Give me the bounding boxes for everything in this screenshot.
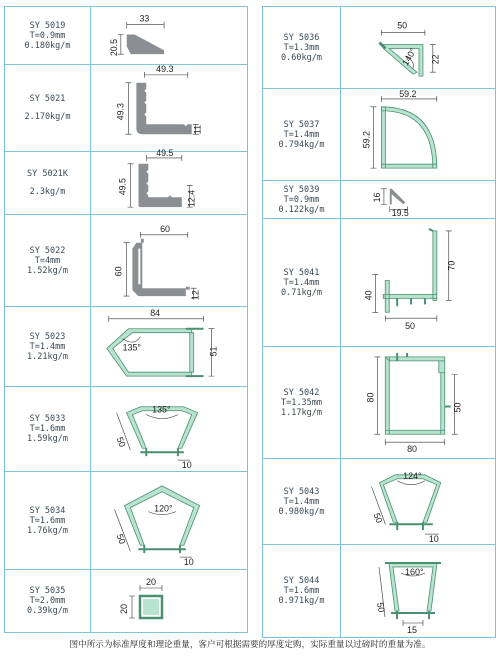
left-column: [4, 6, 248, 633]
dimension-label: 12: [190, 290, 201, 301]
profile-spec: [5, 570, 91, 632]
profile-figure: [341, 219, 495, 346]
profile-figure: [91, 387, 247, 471]
profile-row-sy5034: [5, 472, 247, 570]
dimension-label: 135°: [122, 342, 141, 353]
profile-section: [127, 35, 164, 55]
profile-code: SY 5043: [283, 486, 320, 497]
profile-section: [379, 475, 440, 522]
dimension-label: 20: [146, 577, 157, 587]
profile-spec: [5, 472, 91, 569]
dimension-label: 50: [375, 601, 387, 614]
profile-spec: [263, 459, 341, 544]
dimension-label: 50: [114, 532, 128, 546]
dimension-label: 20: [119, 603, 129, 614]
profile-spec: [5, 215, 91, 306]
profile-figure: [91, 65, 247, 151]
profile-section: [138, 164, 181, 207]
dimension-label: 11: [192, 124, 203, 135]
dimension-label: 10: [181, 460, 192, 471]
profile-code: SY 5022: [29, 245, 66, 256]
profile-spec: [5, 152, 91, 214]
profile-code: SY 5044: [283, 576, 320, 586]
profile-spec-line: 1.59kg/m: [27, 434, 68, 444]
profile-code: SY 5023: [29, 331, 66, 342]
dimension-label: 50: [452, 402, 463, 413]
profile-section: [385, 357, 444, 434]
profile-spec-line: T=1.4mm: [283, 277, 320, 288]
profile-row-sy5035: [5, 570, 247, 632]
dimension-label: 50: [397, 20, 408, 31]
profile-spec: [5, 307, 91, 386]
dimension-label: 70: [446, 260, 457, 271]
profile-spec-line: T=2.0mm: [29, 596, 66, 606]
dimension-label: 50: [405, 321, 416, 332]
footer-note: 图中所示为标准厚度和理论重量，客户可根据需要的厚度定购，实际重量以过磅时的重量为准。: [69, 640, 431, 650]
profile-spec-line: 1.17kg/m: [281, 407, 322, 418]
profile-spec-line: 0.794kg/m: [278, 139, 325, 150]
dimension-label: 50: [371, 511, 385, 525]
dimension-label: 51: [208, 346, 219, 357]
profile-spec-line: 2.3kg/m: [29, 187, 66, 197]
profile-code: SY 5036: [283, 32, 320, 43]
profile-spec-line: T=1.6mm: [29, 515, 66, 526]
dimension-label: 19.5: [391, 208, 409, 219]
profile-spec-line: 0.971kg/m: [278, 596, 325, 606]
dimension-label: 40: [363, 290, 374, 301]
profile-row-sy5041: [263, 219, 495, 347]
profile-section: [136, 83, 191, 134]
profile-section: [124, 486, 199, 545]
dimension-label: 120°: [154, 503, 173, 514]
profile-code: SY 5019: [29, 20, 66, 31]
profile-row-sy5042: [263, 347, 495, 459]
profile-code: SY 5039: [283, 184, 320, 195]
profile-spec-line: 0.122kg/m: [278, 204, 325, 215]
dimension-label: 33: [139, 13, 150, 24]
dimension-label: 59.2: [361, 131, 372, 149]
profile-section: [132, 243, 185, 296]
profile-figure: [341, 89, 495, 180]
dimension-label: 80: [365, 392, 376, 403]
dimension-label: 15: [407, 625, 418, 635]
profile-figure: [91, 570, 247, 632]
profile-row-sy5039: [263, 181, 495, 219]
dimension-label: 12.4: [186, 189, 197, 208]
profile-spec: [263, 7, 341, 88]
profile-row-sy5022: [5, 215, 247, 307]
profile-spec: [5, 65, 91, 151]
profile-spec-line: T=1.6mm: [29, 424, 66, 434]
dimension-label: 160°: [405, 567, 424, 577]
profile-spec: [263, 181, 341, 218]
profile-figure: [341, 7, 495, 88]
dimension-label: 84: [150, 307, 161, 318]
dimension-label: 50: [114, 435, 128, 449]
profile-figure: [341, 545, 495, 637]
dimension-label: 10: [183, 557, 194, 568]
profile-code: SY 5035: [29, 586, 66, 596]
profile-spec-line: T=1.35mm: [281, 397, 322, 408]
dimension-label: 49.3: [115, 103, 126, 121]
profile-figure: [91, 147, 247, 214]
profile-spec-line: T=1.6mm: [283, 586, 320, 596]
profile-code: SY 5034: [29, 505, 66, 516]
profile-spec: [5, 387, 91, 471]
profile-row-sy5021k: [5, 147, 247, 215]
profile-row-sy5033: [5, 387, 247, 472]
right-column: [262, 6, 496, 638]
profile-row-sy5043: [263, 459, 495, 545]
profile-figure: [341, 347, 495, 458]
profile-spec-line: 0.980kg/m: [278, 506, 325, 517]
profile-section: [107, 329, 194, 376]
dimension-label: 59.2: [399, 88, 417, 99]
profile-spec: [263, 219, 341, 346]
profile-spec-line: 2.170kg/m: [24, 112, 71, 122]
profile-spec-line: 0.60kg/m: [281, 52, 322, 63]
dimension-label: 80: [407, 444, 418, 455]
profile-spec-line: T=1.4mm: [283, 496, 320, 507]
profile-code: SY 5041: [283, 267, 320, 278]
dimension-label: 16: [372, 192, 383, 203]
profile-figure: [91, 7, 247, 64]
profile-spec-line: 1.52kg/m: [27, 265, 68, 276]
profile-spec-line: T=1.3mm: [283, 42, 320, 53]
dimension-label: 60: [113, 266, 124, 277]
profile-figure: [91, 307, 247, 386]
dimension-label: 10: [428, 534, 439, 545]
profile-figure: [341, 459, 495, 544]
profile-spec-line: 0.180kg/m: [24, 40, 71, 51]
profile-row-sy5044: [263, 545, 495, 637]
profile-row-sy5023: [5, 307, 247, 387]
dimension-label: 60: [160, 223, 170, 234]
profile-spec: [5, 7, 91, 64]
profile-spec-line: 1.76kg/m: [27, 525, 68, 536]
profile-figure: [341, 181, 495, 218]
profile-spec: [263, 89, 341, 180]
profile-figure: [91, 215, 247, 306]
profile-figure: [91, 472, 247, 569]
profile-spec-line: T=0.9mm: [283, 194, 320, 205]
profile-row-sy5037: [263, 89, 495, 181]
profile-code: SY 5033: [29, 414, 66, 424]
dimension-label: 124°: [403, 470, 422, 481]
profile-spec: [263, 545, 341, 637]
dimension-label: 49.5: [117, 178, 128, 196]
profile-code: SY 5037: [283, 119, 320, 130]
profile-section: [390, 189, 406, 205]
profile-row-sy5021: [5, 65, 247, 152]
dimension-label: 135°: [152, 404, 171, 415]
profile-spec-line: 0.39kg/m: [27, 606, 68, 616]
profile-code: SY 5021K: [27, 169, 68, 179]
dimension-label: 49.5: [156, 147, 174, 158]
profile-code: SY 5042: [283, 387, 320, 398]
dimension-label: 20.5: [108, 38, 119, 57]
profile-spec-line: 0.71kg/m: [281, 287, 322, 298]
profile-row-sy5036: [263, 7, 495, 89]
profile-spec-line: T=0.9mm: [29, 30, 66, 41]
dimension-label: 49.3: [156, 63, 174, 74]
dimension-label: 140°: [400, 46, 419, 68]
profile-spec-line: T=1.4mm: [29, 341, 66, 352]
dimension-label: 22: [430, 54, 441, 65]
profile-spec-line: T=4mm: [34, 255, 61, 266]
profile-code: SY 5021: [29, 94, 66, 104]
profile-section: [381, 107, 436, 168]
profile-row-sy5019: [5, 7, 247, 65]
profile-spec: [263, 347, 341, 458]
profile-spec-line: 1.21kg/m: [27, 351, 68, 362]
profile-spec-line: T=1.4mm: [283, 129, 320, 140]
